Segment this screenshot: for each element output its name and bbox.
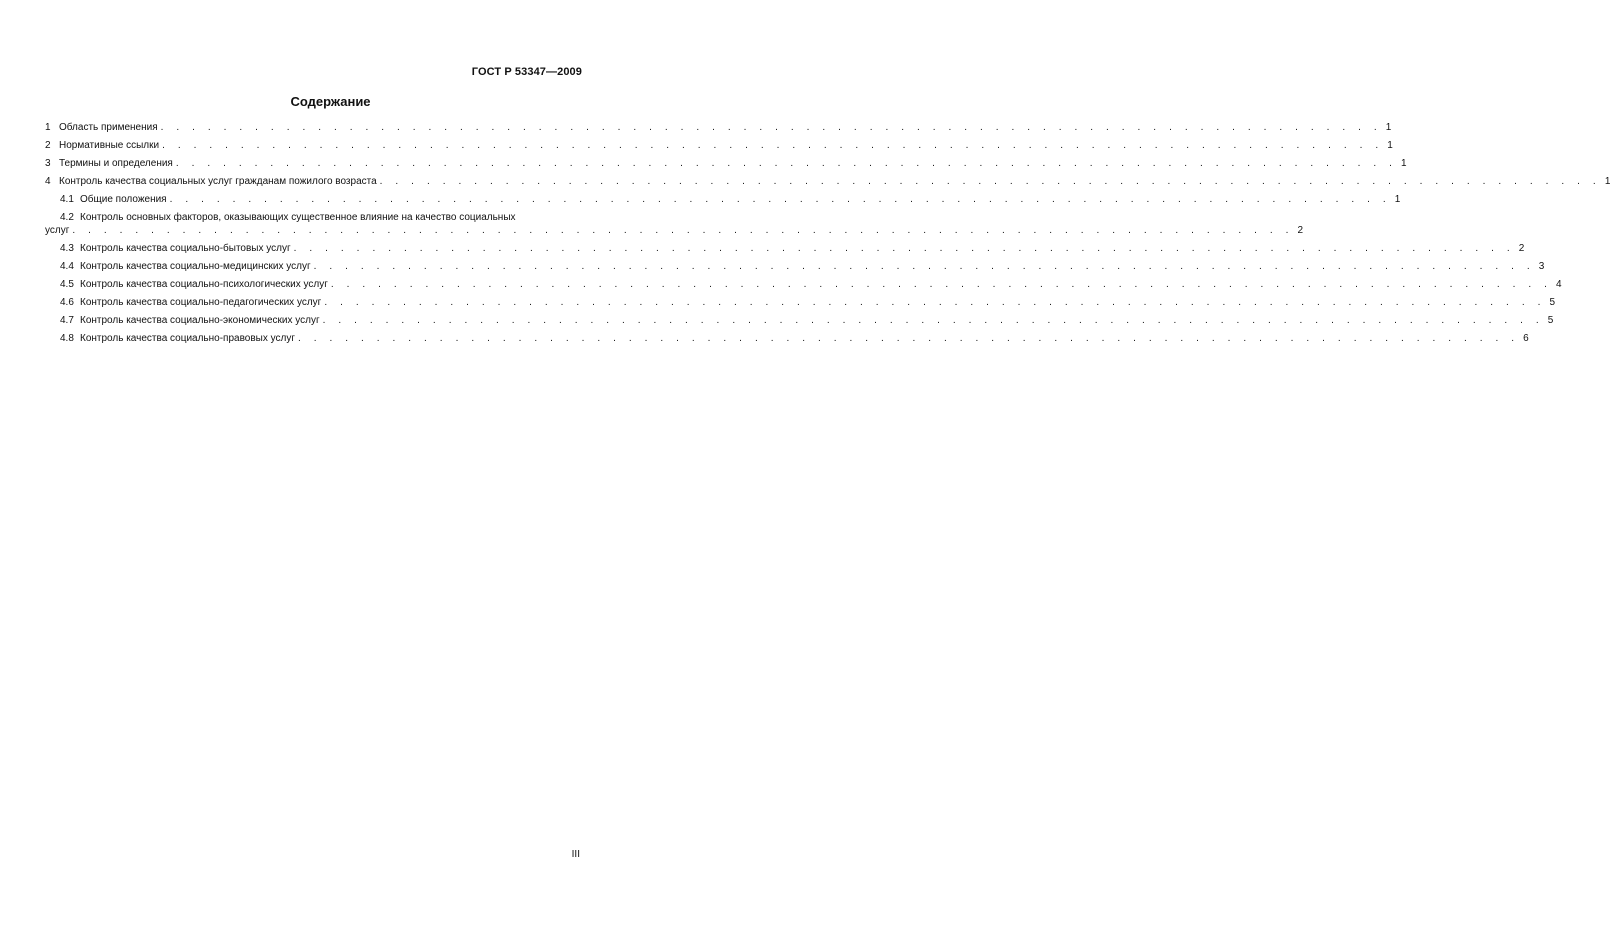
toc-dot-leader: . . . . . . . . . . . . . . . . . . . . . . . . . . . . . . . . . . . . . . . . . . . . . . . . . . . . . . . . . . . . . . . . . . . . . . . . . . . . . .	[322, 315, 1544, 326]
toc-entry-4-3[interactable]	[45, 242, 1525, 255]
toc-dot-leader: . . . . . . . . . . . . . . . . . . . . . . . . . . . . . . . . . . . . . . . . . . . . . . . . . . . . . . . . . . . . . . . . . . . . . . . . . . . . . .	[72, 225, 1294, 236]
toc-dot-leader: . . . . . . . . . . . . . . . . . . . . . . . . . . . . . . . . . . . . . . . . . . . . . . . . . . . . . . . . . . . . . . . . . . . . . . . . . . . . . .	[162, 140, 1384, 151]
toc-entry-number: 4.6	[60, 297, 74, 308]
toc-dot-leader: . . . . . . . . . . . . . . . . . . . . . . . . . . . . . . . . . . . . . . . . . . . . . . . . . . . . . . . . . . . . . . . . . . . . . . . . . . . . . .	[298, 333, 1520, 344]
toc-entry-title: Общие положения	[80, 194, 167, 205]
toc-entry-page: 4	[1556, 279, 1562, 290]
toc-entry-title: Контроль качества социально-педагогических услуг	[80, 297, 322, 308]
toc-dot-leader: . . . . . . . . . . . . . . . . . . . . . . . . . . . . . . . . . . . . . . . . . . . . . . . . . . . . . . . . . . . . . . . . . . . . . . . . . . . . . .	[175, 158, 1397, 169]
toc-entry-4-6[interactable]	[45, 296, 1556, 309]
toc-entry-page: 1	[1401, 158, 1407, 169]
toc-entry-page: 1	[1387, 140, 1393, 151]
toc-dot-leader: . . . . . . . . . . . . . . . . . . . . . . . . . . . . . . . . . . . . . . . . . . . . . . . . . . . . . . . . . . . . . . . . . . . . . . . . . . . . . .	[160, 122, 1382, 133]
toc-entry-page: 1	[1394, 194, 1401, 205]
toc-entry-4-4[interactable]	[45, 260, 1545, 273]
toc-entry-title: Контроль основных факторов, оказывающих существенное влияние на качество социальных	[80, 212, 516, 223]
toc-entry-number: 4	[45, 176, 51, 187]
toc-entry-4-7[interactable]	[45, 314, 1554, 327]
toc-entry-4[interactable]	[45, 175, 1610, 188]
toc-entry-title: Нормативные ссылки	[59, 140, 160, 151]
toc-dot-leader: . . . . . . . . . . . . . . . . . . . . . . . . . . . . . . . . . . . . . . . . . . . . . . . . . . . . . . . . . . . . . . . . . . . . . . . . . . . . . .	[324, 297, 1546, 308]
toc-entry-title: Контроль качества социально-бытовых услуг	[80, 243, 291, 254]
toc-dot-leader: . . . . . . . . . . . . . . . . . . . . . . . . . . . . . . . . . . . . . . . . . . . . . . . . . . . . . . . . . . . . . . . . . . . . . . . . . . . . . .	[330, 279, 1553, 290]
toc-title: Содержание	[290, 94, 371, 109]
toc-entry-number: 3	[45, 158, 51, 169]
toc-entry-1[interactable]	[45, 121, 1392, 134]
toc-entry-page: 5	[1547, 315, 1554, 326]
toc-entry-page: 5	[1549, 297, 1556, 308]
page-number: III	[571, 849, 580, 860]
toc-entry-page: 3	[1538, 261, 1545, 272]
toc-entry-title-continuation: услуг	[45, 225, 70, 236]
toc-entry-number: 4.3	[60, 243, 74, 254]
toc-entry-title: Контроль качества социально-психологических услуг	[80, 279, 328, 290]
toc-entry-4-8[interactable]	[45, 332, 1529, 345]
toc-entry-3[interactable]	[45, 157, 1407, 170]
toc-entry-number: 1	[45, 122, 51, 133]
toc-entry-page: 1	[1385, 122, 1392, 133]
toc-entry-title: Контроль качества социальных услуг гражданам пожилого возраста	[59, 176, 377, 187]
toc-dot-leader: . . . . . . . . . . . . . . . . . . . . . . . . . . . . . . . . . . . . . . . . . . . . . . . . . . . . . . . . . . . . . . . . . . . . . . . . . . . . . .	[293, 243, 1515, 254]
table-of-contents	[45, 121, 1610, 350]
toc-entry-number: 4.2	[60, 212, 74, 223]
toc-entry-page: 6	[1523, 333, 1529, 344]
toc-entry-4-1[interactable]	[45, 193, 1401, 206]
toc-entry-title: Термины и определения	[59, 158, 173, 169]
toc-entry-4-2[interactable]	[45, 211, 1304, 237]
toc-entry-number: 2	[45, 140, 51, 151]
toc-entry-title: Область применения	[59, 122, 158, 133]
toc-entry-page: 2	[1297, 225, 1304, 236]
toc-entry-title: Контроль качества социально-правовых услуг	[80, 333, 295, 344]
toc-entry-2[interactable]	[45, 139, 1393, 152]
toc-entry-number: 4.5	[60, 279, 74, 290]
toc-dot-leader: . . . . . . . . . . . . . . . . . . . . . . . . . . . . . . . . . . . . . . . . . . . . . . . . . . . . . . . . . . . . . . . . . . . . . . . . . . . . . .	[169, 194, 1391, 205]
toc-entry-4-5[interactable]	[45, 278, 1562, 291]
toc-entry-number: 4.4	[60, 261, 74, 272]
toc-dot-leader: . . . . . . . . . . . . . . . . . . . . . . . . . . . . . . . . . . . . . . . . . . . . . . . . . . . . . . . . . . . . . . . . . . . . . . . . . . . . . .	[313, 261, 1535, 272]
toc-entry-page: 1	[1604, 176, 1610, 187]
toc-entry-title: Контроль качества социально-экономических услуг	[80, 315, 320, 326]
toc-entry-number: 4.7	[60, 315, 74, 326]
toc-entry-title: Контроль качества социально-медицинских услуг	[80, 261, 311, 272]
toc-entry-page: 2	[1518, 243, 1525, 254]
document-code: ГОСТ Р 53347—2009	[471, 66, 582, 78]
toc-entry-number: 4.1	[60, 194, 74, 205]
toc-dot-leader: . . . . . . . . . . . . . . . . . . . . . . . . . . . . . . . . . . . . . . . . . . . . . . . . . . . . . . . . . . . . . . . . . . . . . . . . . . . . . .	[379, 176, 1601, 187]
toc-entry-number: 4.8	[60, 333, 74, 344]
